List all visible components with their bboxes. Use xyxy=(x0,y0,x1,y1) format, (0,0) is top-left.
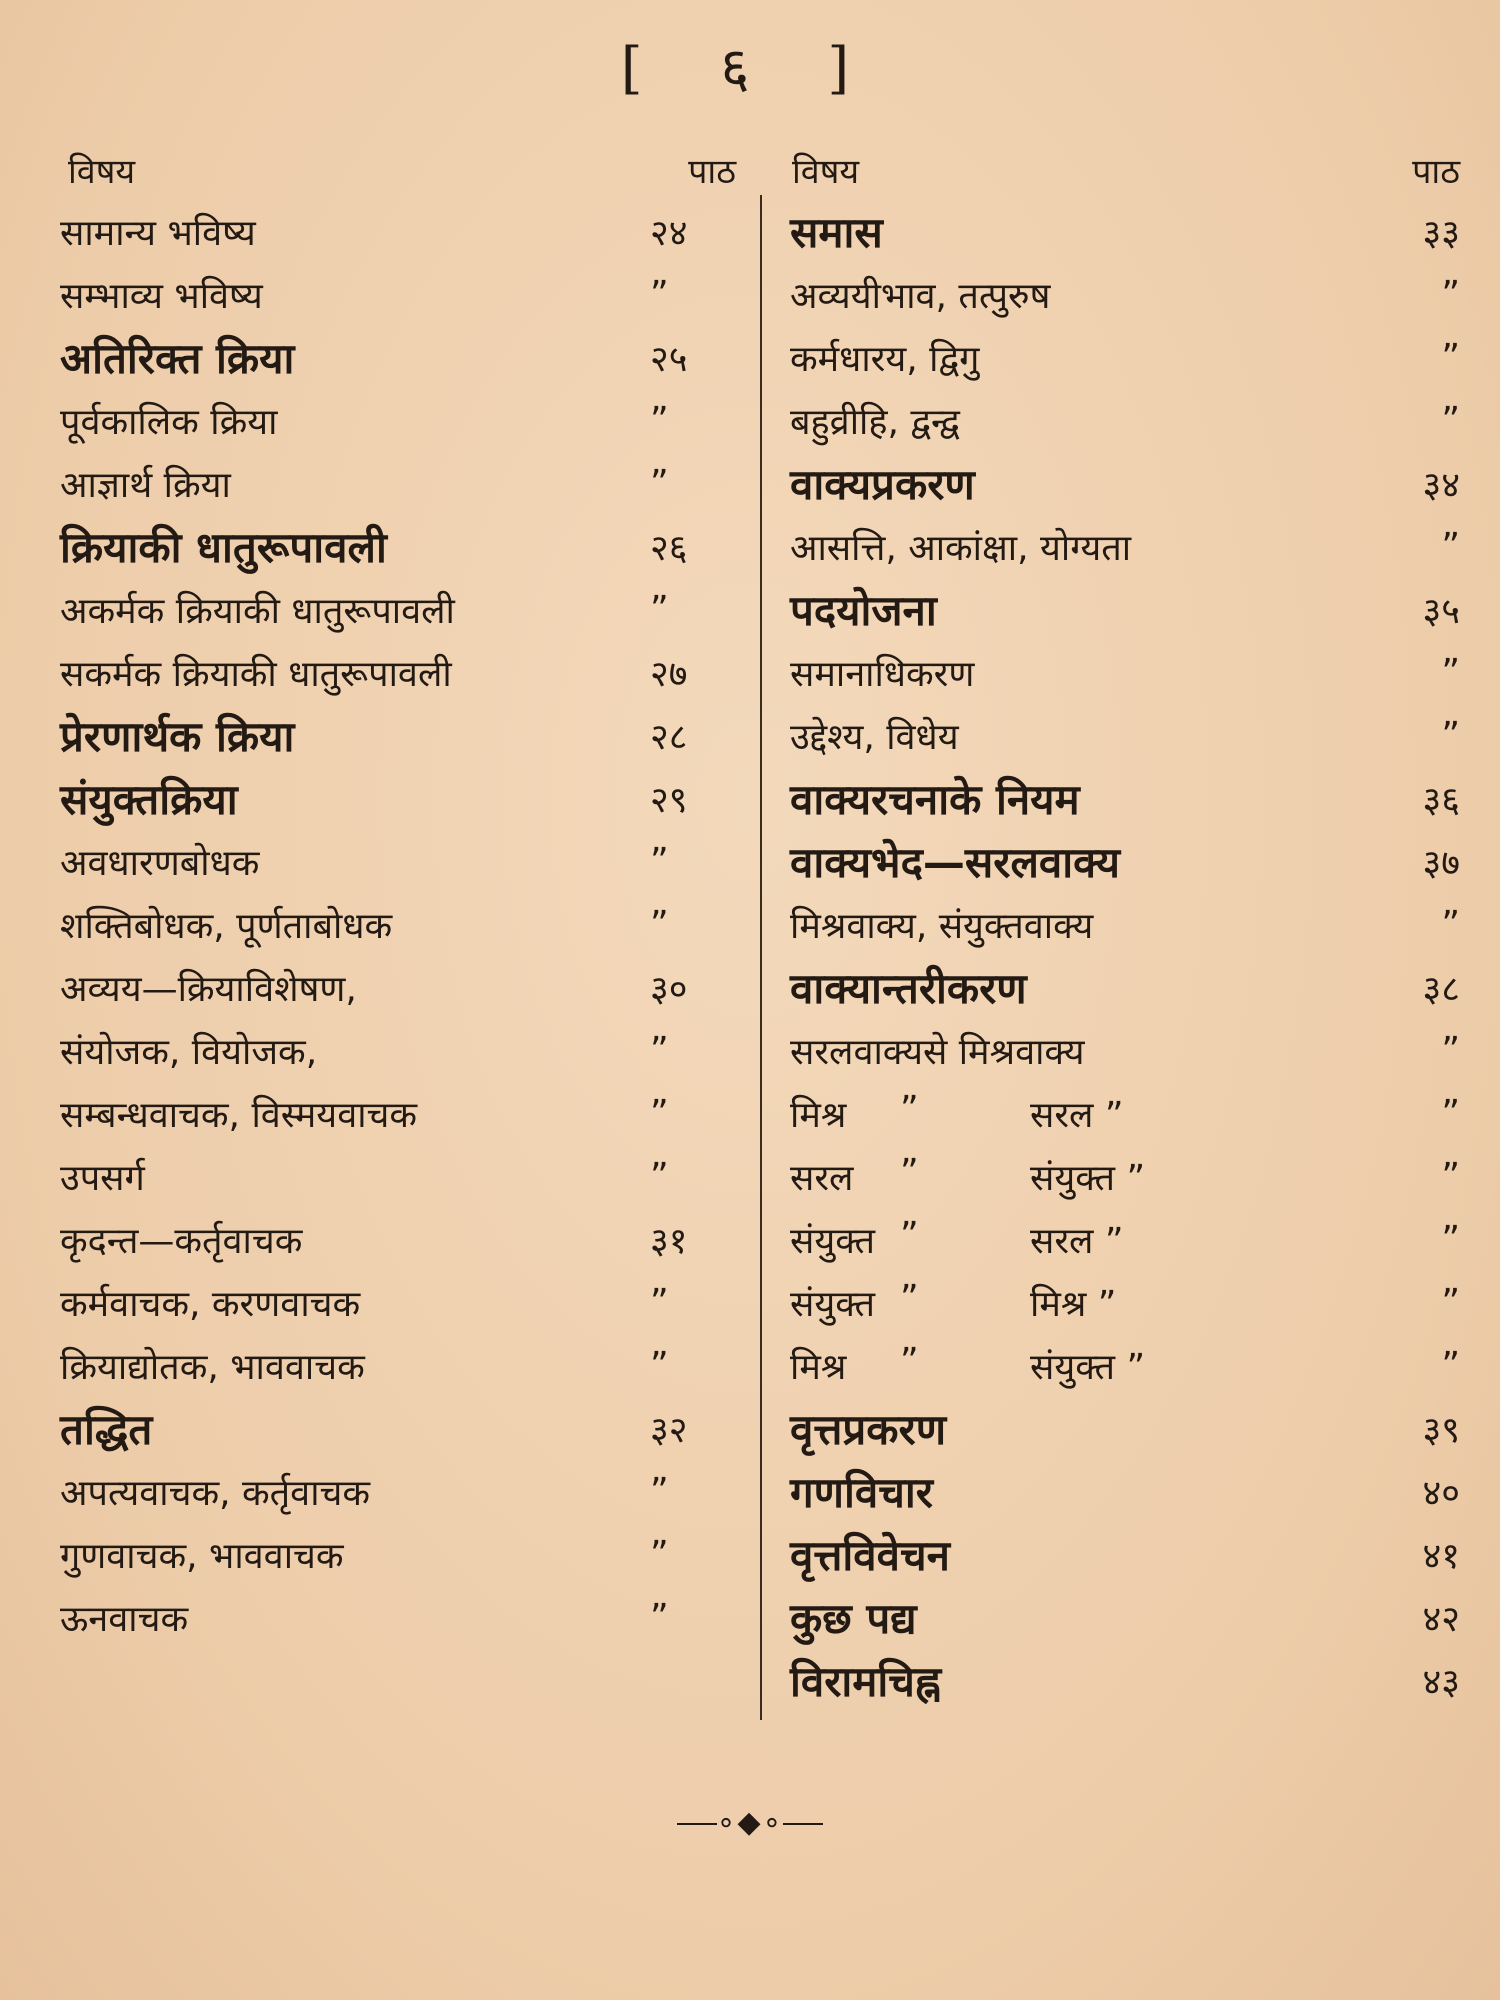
contents-entry xyxy=(20,452,740,515)
contents-entry xyxy=(760,1649,1460,1712)
subject-header: विषय xyxy=(792,152,860,192)
entry-subject: अकर्मक क्रियाकी धातुरूपावली xyxy=(60,591,455,632)
entry-lesson-number: ३४ xyxy=(1422,465,1460,506)
entry-lesson-number: ” xyxy=(1441,1345,1460,1386)
conversion-part-q: ” xyxy=(900,1215,919,1256)
contents-entry xyxy=(20,200,740,263)
entry-lesson-number: ४० xyxy=(1422,1473,1460,1514)
entry-subject: कुछ पद्य xyxy=(790,1594,917,1643)
entry-subject: उपसर्ग xyxy=(60,1158,145,1199)
entry-subject: संयुक्तक्रिया xyxy=(60,775,238,824)
entry-lesson-number: ” xyxy=(650,589,669,630)
entry-lesson-number: ४१ xyxy=(1422,1536,1460,1577)
contents-entry xyxy=(760,1208,1460,1271)
conversion-part-a: संयुक्त xyxy=(790,1221,876,1262)
entry-lesson-number: ” xyxy=(1441,1282,1460,1323)
page-number: [ ६ ] xyxy=(620,36,880,101)
entry-lesson-number: ३७ xyxy=(1422,843,1460,884)
entry-subject: अपत्यवाचक, कर्तृवाचक xyxy=(60,1473,371,1514)
entry-subject: पदयोजना xyxy=(790,586,937,635)
contents-entry xyxy=(760,1397,1460,1460)
conversion-part-b: संयुक्त ” xyxy=(1030,1158,1146,1199)
entry-subject: विरामचिह्न xyxy=(790,1657,942,1706)
contents-entry xyxy=(760,1586,1460,1649)
entry-subject: समास xyxy=(790,208,883,257)
entry-lesson-number: ” xyxy=(650,463,669,504)
entry-lesson-number: ” xyxy=(1441,1156,1460,1197)
entry-lesson-number: ३० xyxy=(650,969,688,1010)
conversion-part-b: सरल ” xyxy=(1030,1221,1124,1262)
contents-entry xyxy=(760,1145,1460,1208)
entry-lesson-number: ४३ xyxy=(1422,1662,1460,1703)
contents-entry xyxy=(760,515,1460,578)
contents-entry xyxy=(760,767,1460,830)
contents-entry xyxy=(760,389,1460,452)
entry-subject: आज्ञार्थ क्रिया xyxy=(60,465,231,506)
entry-lesson-number: २४ xyxy=(650,213,688,254)
column-header xyxy=(20,140,740,200)
conversion-part-a: मिश्र xyxy=(790,1347,847,1388)
conversion-part-a: संयुक्त xyxy=(790,1284,876,1325)
entry-subject: वाक्यभेद—सरलवाक्य xyxy=(790,838,1120,887)
entry-lesson-number: ” xyxy=(1441,652,1460,693)
conversion-part-q: ” xyxy=(900,1278,919,1319)
entry-lesson-number: २९ xyxy=(650,780,688,821)
contents-entry xyxy=(20,641,740,704)
contents-entry xyxy=(20,1523,740,1586)
contents-entry xyxy=(760,1523,1460,1586)
entry-subject: कर्मधारय, द्विगु xyxy=(790,339,980,380)
entry-lesson-number: ” xyxy=(650,1597,669,1638)
entry-subject: सामान्य भविष्य xyxy=(60,213,256,254)
entry-subject: ऊनवाचक xyxy=(60,1599,189,1640)
entry-lesson-number: ” xyxy=(650,1156,669,1197)
contents-entry xyxy=(20,263,740,326)
entry-lesson-number: ३५ xyxy=(1422,591,1460,632)
entry-conversion xyxy=(760,1341,1260,1390)
entry-lesson-number: ” xyxy=(1441,400,1460,441)
entry-subject: अवधारणबोधक xyxy=(60,843,260,884)
entry-lesson-number: ” xyxy=(650,274,669,315)
entry-subject: शक्तिबोधक, पूर्णताबोधक xyxy=(60,906,393,947)
entry-subject: प्रेरणार्थक क्रिया xyxy=(60,712,295,761)
entry-subject: कृदन्त—कर्तृवाचक xyxy=(60,1221,303,1262)
entry-subject: सकर्मक क्रियाकी धातुरूपावली xyxy=(60,654,452,695)
entry-lesson-number: ” xyxy=(650,400,669,441)
entry-lesson-number: ४२ xyxy=(1422,1599,1460,1640)
entry-lesson-number: ” xyxy=(1441,526,1460,567)
contents-entry xyxy=(760,641,1460,704)
entry-subject: वाक्यरचनाके नियम xyxy=(790,775,1080,824)
entry-subject: कर्मवाचक, करणवाचक xyxy=(60,1284,361,1325)
contents-entry xyxy=(20,1019,740,1082)
conversion-part-q: ” xyxy=(900,1341,919,1382)
entry-subject: गुणवाचक, भाववाचक xyxy=(60,1536,344,1577)
contents-entry xyxy=(20,326,740,389)
entry-lesson-number: २७ xyxy=(650,654,688,695)
conversion-part-a: सरल xyxy=(790,1158,854,1199)
entry-lesson-number: ३१ xyxy=(650,1221,688,1262)
entry-subject: पूर्वकालिक क्रिया xyxy=(60,402,278,443)
entry-subject: अव्यय—क्रियाविशेषण, xyxy=(60,969,357,1010)
entry-lesson-number: ” xyxy=(650,841,669,882)
contents-entry xyxy=(20,389,740,452)
entry-lesson-number: ” xyxy=(1441,715,1460,756)
entry-lesson-number: ३६ xyxy=(1422,780,1460,821)
contents-entry xyxy=(760,1082,1460,1145)
entry-subject: अव्ययीभाव, तत्पुरुष xyxy=(790,276,1051,317)
conversion-part-b: मिश्र ” xyxy=(1030,1284,1117,1325)
conversion-part-q: ” xyxy=(900,1089,919,1130)
entry-subject: अतिरिक्त क्रिया xyxy=(60,334,295,383)
entry-lesson-number: ” xyxy=(650,904,669,945)
contents-column-left xyxy=(20,140,740,1649)
entry-lesson-number: ” xyxy=(1441,904,1460,945)
entry-lesson-number: ” xyxy=(650,1282,669,1323)
contents-entry xyxy=(20,1208,740,1271)
lesson-header: पाठ xyxy=(688,152,736,192)
entry-subject: क्रियाद्योतक, भाववाचक xyxy=(60,1347,365,1388)
contents-entry xyxy=(20,1397,740,1460)
contents-entry xyxy=(20,578,740,641)
entry-subject: बहुव्रीहि, द्वन्द्व xyxy=(790,402,960,443)
contents-entry xyxy=(760,452,1460,515)
entry-lesson-number: ” xyxy=(1441,274,1460,315)
entry-subject: मिश्रवाक्य, संयुक्तवाक्य xyxy=(790,906,1094,947)
entry-lesson-number: ३९ xyxy=(1422,1410,1460,1451)
contents-entry xyxy=(760,1460,1460,1523)
contents-column-right xyxy=(760,140,1460,1712)
column-header xyxy=(760,140,1460,200)
contents-entry xyxy=(760,893,1460,956)
entry-subject: संयोजक, वियोजक, xyxy=(60,1032,318,1073)
entry-subject: गणविचार xyxy=(790,1468,933,1517)
entry-subject: समानाधिकरण xyxy=(790,654,975,695)
contents-entry xyxy=(20,1271,740,1334)
contents-entry xyxy=(760,830,1460,893)
entry-lesson-number: ३२ xyxy=(650,1410,688,1451)
entry-subject: सरलवाक्यसे मिश्रवाक्य xyxy=(790,1032,1085,1073)
conversion-part-q: ” xyxy=(900,1152,919,1193)
entry-lesson-number: ” xyxy=(650,1534,669,1575)
conversion-part-b: सरल ” xyxy=(1030,1095,1124,1136)
entry-lesson-number: ” xyxy=(650,1093,669,1134)
entry-subject: क्रियाकी धातुरूपावली xyxy=(60,523,387,572)
entry-conversion xyxy=(760,1152,1260,1201)
entry-lesson-number: २६ xyxy=(650,528,688,569)
contents-entry xyxy=(20,515,740,578)
contents-entry xyxy=(760,1271,1460,1334)
entry-subject: वृत्तविवेचन xyxy=(790,1531,950,1580)
contents-entry xyxy=(20,893,740,956)
contents-entry xyxy=(20,1082,740,1145)
entry-subject: तद्धित xyxy=(60,1405,153,1454)
entry-lesson-number: ३८ xyxy=(1422,969,1460,1010)
entry-subject: सम्बन्धवाचक, विस्मयवाचक xyxy=(60,1095,418,1136)
contents-entry xyxy=(760,263,1460,326)
contents-entry xyxy=(20,1334,740,1397)
entry-lesson-number: २५ xyxy=(650,339,688,380)
contents-entry xyxy=(760,200,1460,263)
end-ornament xyxy=(0,1805,1500,1840)
entry-subject: सम्भाव्य भविष्य xyxy=(60,276,263,317)
contents-entry xyxy=(760,704,1460,767)
entry-lesson-number: २८ xyxy=(650,717,688,758)
contents-entry xyxy=(760,578,1460,641)
contents-entry xyxy=(760,326,1460,389)
contents-entry xyxy=(760,956,1460,1019)
entry-lesson-number: ” xyxy=(1441,1030,1460,1071)
contents-entry xyxy=(20,1145,740,1208)
lesson-header: पाठ xyxy=(1412,152,1460,192)
contents-entry xyxy=(20,956,740,1019)
entry-subject: वाक्यान्तरीकरण xyxy=(790,964,1027,1013)
entry-lesson-number: ” xyxy=(650,1030,669,1071)
entry-subject: उद्देश्य, विधेय xyxy=(790,717,959,758)
entry-lesson-number: ” xyxy=(650,1471,669,1512)
contents-entry xyxy=(760,1334,1460,1397)
conversion-part-a: मिश्र xyxy=(790,1095,847,1136)
entry-conversion xyxy=(760,1215,1260,1264)
entry-conversion xyxy=(760,1278,1260,1327)
entry-lesson-number: ” xyxy=(650,1345,669,1386)
entry-subject: वृत्तप्रकरण xyxy=(790,1405,947,1454)
contents-entry xyxy=(20,767,740,830)
entry-subject: वाक्यप्रकरण xyxy=(790,460,975,509)
entry-lesson-number: ३३ xyxy=(1422,213,1460,254)
entry-lesson-number: ” xyxy=(1441,337,1460,378)
contents-entry xyxy=(760,1019,1460,1082)
entry-lesson-number: ” xyxy=(1441,1219,1460,1260)
contents-entry xyxy=(20,1586,740,1649)
entry-conversion xyxy=(760,1089,1260,1138)
contents-entry xyxy=(20,704,740,767)
conversion-part-b: संयुक्त ” xyxy=(1030,1347,1146,1388)
entry-subject: आसत्ति, आकांक्षा, योग्यता xyxy=(790,528,1132,569)
subject-header: विषय xyxy=(68,152,136,192)
entry-lesson-number: ” xyxy=(1441,1093,1460,1134)
contents-entry xyxy=(20,1460,740,1523)
contents-entry xyxy=(20,830,740,893)
ornament-glyph: ∘◆∘ xyxy=(716,1805,784,1840)
